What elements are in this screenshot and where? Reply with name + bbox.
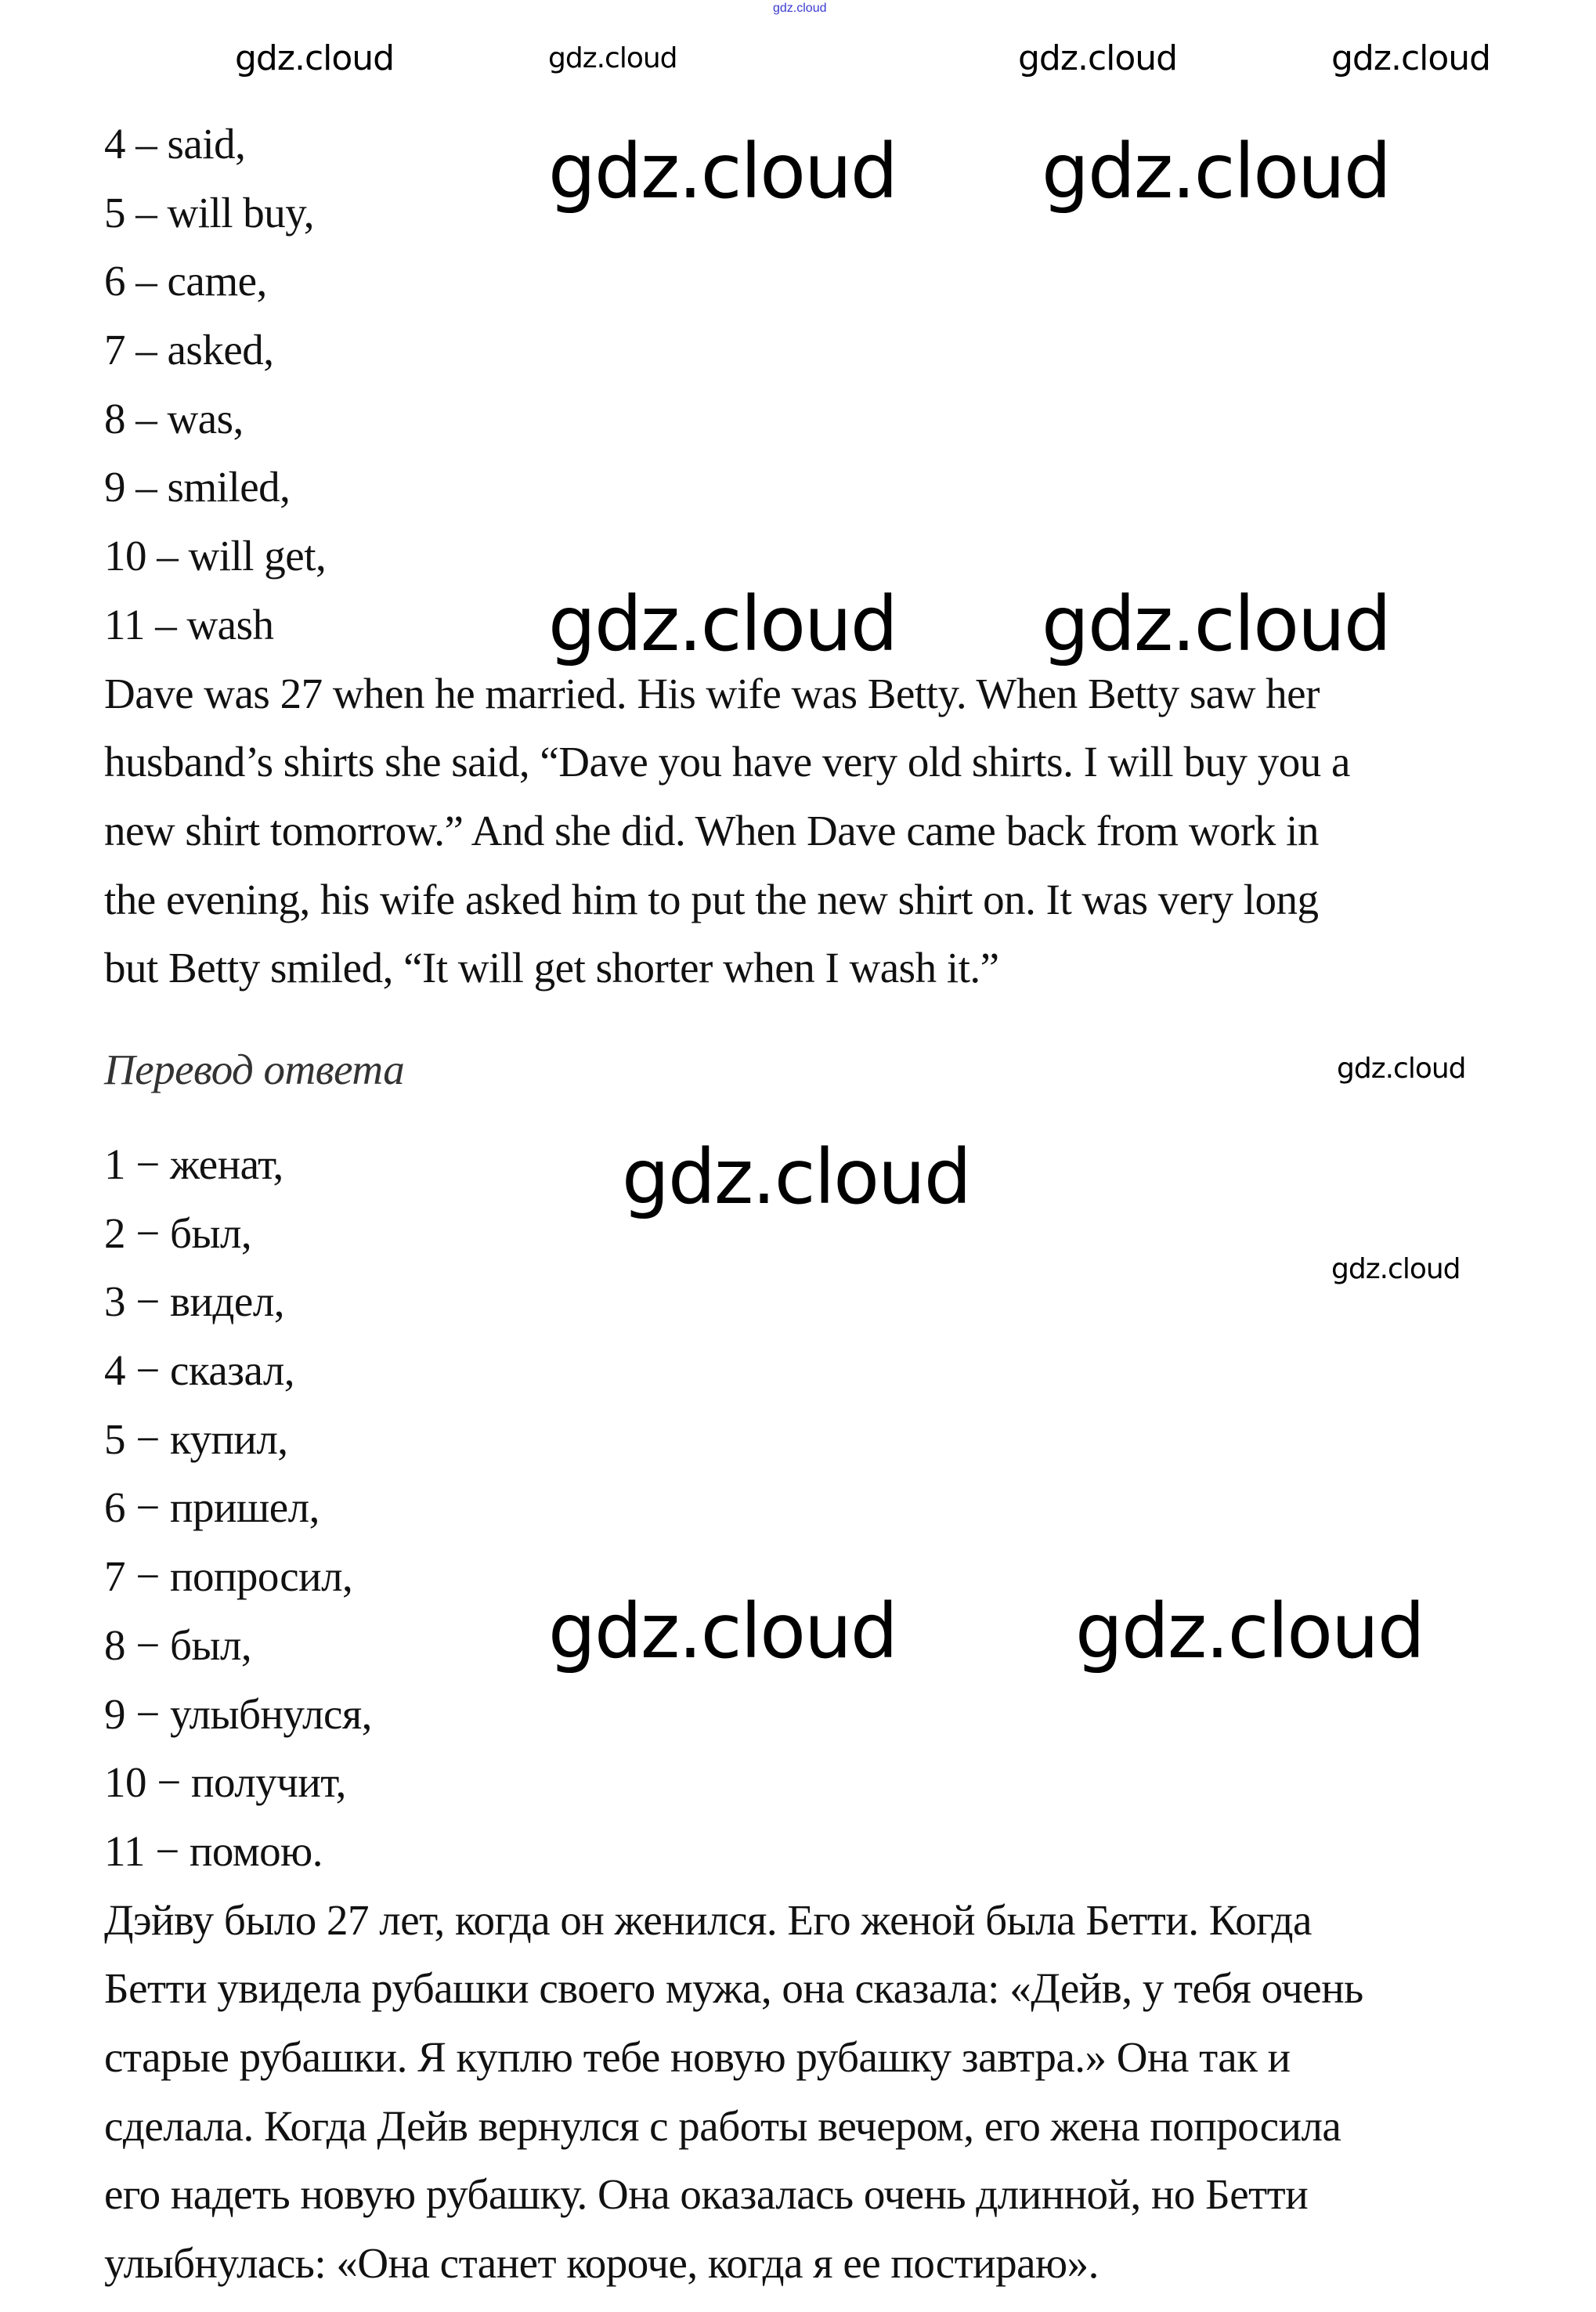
watermark: gdz.cloud: [1337, 1053, 1466, 1085]
story-line: the evening, his wife asked him to put the new shirt on. It was very long: [104, 875, 1319, 923]
answer-line: 6 – came,: [104, 257, 267, 305]
story-line: but Betty smiled, “It will get shorter when I wash it.”: [104, 944, 999, 992]
header-site-link[interactable]: gdz.cloud: [773, 2, 827, 15]
answer-line: 7 – asked,: [104, 326, 274, 374]
story-line: Бетти увидела рубашки своего мужа, она сказала: «Дейв, у тебя очень: [104, 1964, 1363, 2013]
answer-line: 5 – will buy,: [104, 188, 314, 237]
story-line: Dave was 27 when he married. His wife was Betty. When Betty saw her: [104, 669, 1320, 717]
story-line: husband’s shirts she said, “Dave you have very old shirts. I will buy you a: [104, 738, 1350, 786]
answer-line: 8 – was,: [104, 394, 244, 443]
watermark: gdz.cloud: [1042, 128, 1390, 215]
answer-line: 8 − был,: [104, 1620, 252, 1669]
russian-answer-block: [104, 1130, 1363, 2298]
story-line: его надеть новую рубашку. Она оказалась очень длинной, но Бетти: [104, 2170, 1309, 2219]
watermark: gdz.cloud: [1331, 38, 1491, 78]
answer-line: 11 − помою.: [104, 1826, 323, 1875]
watermark: gdz.cloud: [548, 580, 897, 668]
story-line: улыбнулась: «Она станет короче, когда я ее постираю».: [104, 2239, 1099, 2287]
english-answer-block: [104, 110, 1350, 1002]
answer-line: 6 − пришел,: [104, 1483, 320, 1532]
watermark: gdz.cloud: [622, 1133, 970, 1221]
watermark: gdz.cloud: [548, 128, 897, 215]
answer-line: 10 – will get,: [104, 532, 327, 580]
watermark: gdz.cloud: [1075, 1588, 1424, 1675]
answer-line: 4 – said,: [104, 120, 246, 168]
story-line: new shirt tomorrow.” And she did. When Dave came back from work in: [104, 806, 1319, 854]
answer-line: 2 − был,: [104, 1208, 252, 1257]
watermark: gdz.cloud: [1018, 38, 1178, 78]
answer-line: 1 − женат,: [104, 1140, 283, 1188]
story-line: сделала. Когда Дейв вернулся с работы вечером, его жена попросила: [104, 2101, 1341, 2150]
watermark: gdz.cloud: [548, 1588, 897, 1675]
watermark: gdz.cloud: [1042, 580, 1390, 668]
watermark: gdz.cloud: [548, 42, 677, 74]
translation-heading: Перевод ответа: [104, 1046, 405, 1093]
answer-line: 9 − улыбнулся,: [104, 1689, 372, 1738]
answer-line: 10 − получит,: [104, 1758, 346, 1807]
watermark: gdz.cloud: [1331, 1253, 1461, 1285]
answer-line: 5 − купил,: [104, 1414, 288, 1463]
answer-line: 11 – wash: [104, 600, 274, 648]
watermark: gdz.cloud: [235, 38, 395, 78]
story-line: старые рубашки. Я куплю тебе новую рубашку завтра.» Она так и: [104, 2032, 1291, 2081]
story-line: Дэйву было 27 лет, когда он женился. Его женой была Бетти. Когда: [104, 1895, 1312, 1944]
answer-line: 7 − попросил,: [104, 1552, 353, 1601]
answer-line: 4 − сказал,: [104, 1346, 295, 1395]
answer-line: 3 − видел,: [104, 1277, 285, 1326]
answer-line: 9 – smiled,: [104, 463, 291, 511]
